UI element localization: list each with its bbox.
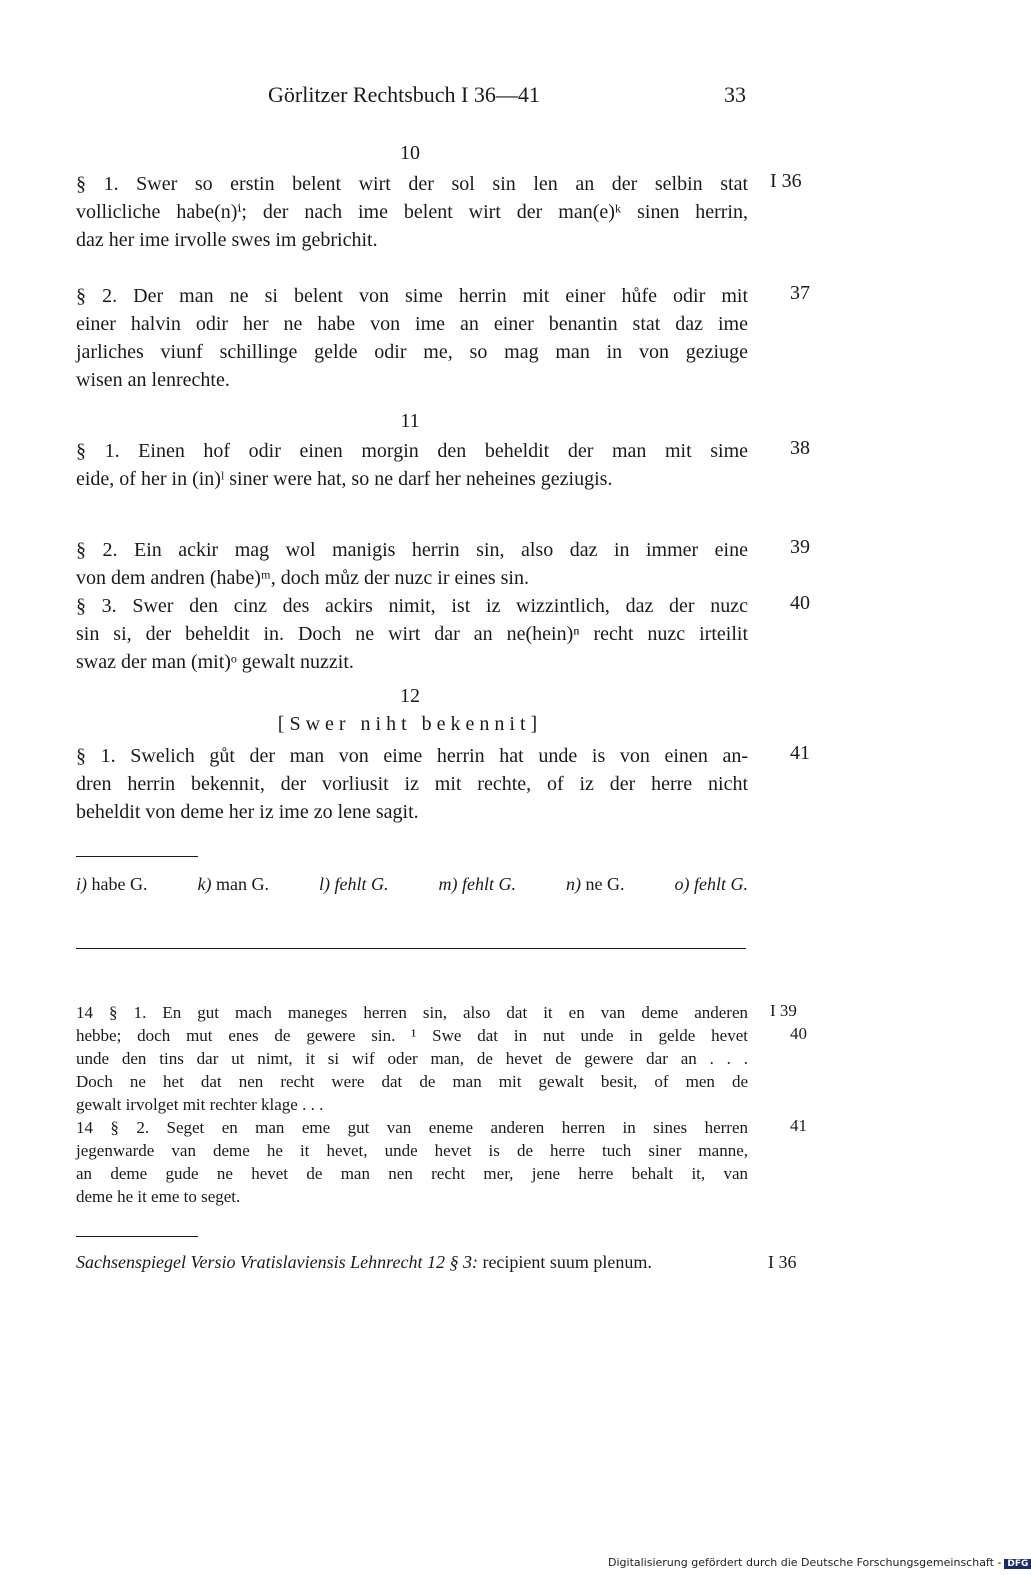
paragraph-10-2	[76, 282, 748, 394]
text-line: § 2. Der man ne si belent von sime herrin mit einer hůfe odir mit	[76, 285, 748, 307]
quote-source: Sachsenspiegel Versio Vratislaviensis Lehnrecht 12 § 3:	[76, 1252, 478, 1272]
text-line: § 1. Swer so erstin belent wirt der sol sin len an der selbin stat	[76, 173, 748, 195]
margin-ref: I 36	[768, 1252, 797, 1272]
source-quote	[76, 1252, 748, 1273]
paragraph-11-2	[76, 536, 748, 592]
credit-text: Digitalisierung gefördert durch die Deutsche Forschungsgemeinschaft -	[608, 1556, 1002, 1569]
margin-ref: 41	[790, 742, 810, 764]
text-line: swaz der man (mit)ᵒ gewalt nuzzit.	[76, 651, 354, 673]
text-line: von dem andren (habe)ᵐ, doch můz der nuzc ir eines sin.	[76, 567, 529, 589]
text-line: vollicliche habe(n)ⁱ; der nach ime belent wirt der man(e)ᵏ sinen herrin,	[76, 201, 748, 223]
text-line: an deme gude ne hevet de man nen recht mer, jene herre behalt it, van	[76, 1164, 748, 1183]
paragraph-11-1	[76, 437, 748, 493]
text-line: Doch ne het dat nen recht were dat de man mit gewalt besit, of men de	[76, 1072, 748, 1091]
text-line: deme he it eme to seget.	[76, 1187, 241, 1206]
section-number-11: 11	[400, 410, 420, 432]
text-line: § 2. Ein ackir mag wol manigis herrin sin, also daz in immer eine	[76, 539, 748, 561]
text-line: beheldit von deme her iz ime zo lene sagit.	[76, 801, 419, 823]
text-line: § 3. Swer den cinz des ackirs nimit, ist iz wizzintlich, daz der nuzc	[76, 595, 748, 617]
paragraph-11-3	[76, 592, 748, 676]
margin-ref: 37	[790, 282, 810, 304]
section-number-12: 12	[400, 685, 420, 707]
dfg-logo: DFG	[1004, 1559, 1031, 1569]
margin-ref: 38	[790, 437, 810, 459]
text-line: sin si, der beheldit in. Doch ne wirt dar an ne(hein)ⁿ recht nuzc irteilit	[76, 623, 748, 645]
page-number: 33	[724, 82, 746, 107]
text-line: wisen an lenrechte.	[76, 369, 230, 391]
text-line: 14 § 1. En gut mach maneges herren sin, also dat it en van deme anderen	[76, 1003, 748, 1022]
paragraph-12-1	[76, 742, 748, 826]
section-title-12: [Swer niht bekennit]	[277, 713, 543, 735]
margin-ref: 39	[790, 536, 810, 558]
section-number-10: 10	[400, 142, 420, 164]
margin-ref: I 39	[770, 1001, 797, 1020]
footnote-rule	[76, 1236, 198, 1237]
text-line: einer halvin odir her ne habe von ime an einer benantin stat daz ime	[76, 313, 748, 335]
note-o: o) fehlt G.	[674, 874, 748, 894]
margin-ref: 41	[790, 1116, 807, 1135]
text-line: § 1. Einen hof odir einen morgin den beheldit der man mit sime	[76, 440, 748, 462]
margin-ref: 40	[790, 1024, 807, 1043]
digitization-credit	[608, 1556, 1031, 1569]
parallel-text-2	[76, 1116, 748, 1208]
text-line: jegenwarde van deme he it hevet, unde hevet is de herre tuch siner manne,	[76, 1141, 748, 1160]
note-m: m) fehlt G.	[438, 874, 516, 894]
text-line: hebbe; doch mut enes de gewere sin. ¹ Swe dat in nut unde in gelde hevet	[76, 1026, 748, 1045]
quote-text: recipient suum plenum.	[477, 1252, 652, 1272]
parallel-text-1	[76, 1001, 748, 1116]
text-line: unde den tins dar ut nimt, it si wif oder man, de hevet de gewere dar an . . .	[76, 1049, 748, 1068]
footnote-rule	[76, 856, 198, 857]
text-line: dren herrin bekennit, der vorliusit iz mit rechte, of iz der herre nicht	[76, 773, 748, 795]
text-line: jarliches viunf schillinge gelde odir me, so mag man in von geziuge	[76, 341, 748, 363]
apparatus-notes	[76, 874, 748, 895]
note-k: k) man G.	[197, 874, 269, 894]
section-divider	[76, 948, 746, 949]
paragraph-10-1	[76, 170, 748, 254]
running-head-title: Görlitzer Rechtsbuch I 36—41	[268, 82, 540, 107]
margin-ref: 40	[790, 592, 810, 614]
text-line: 14 § 2. Seget en man eme gut van eneme anderen herren in sines herren	[76, 1118, 748, 1137]
text-line: § 1. Swelich gůt der man von eime herrin hat unde is von einen an-	[76, 745, 748, 767]
note-l: l) fehlt G.	[318, 874, 389, 894]
note-n: n) ne G.	[565, 874, 625, 894]
text-line: eide, of her in (in)ˡ siner were hat, so ne darf her neheines geziugis.	[76, 468, 613, 490]
text-line: daz her ime irvolle swes im gebrichit.	[76, 229, 378, 251]
margin-ref: I 36	[770, 170, 802, 192]
text-line: gewalt irvolget mit rechter klage . . .	[76, 1095, 324, 1114]
note-i: i) habe G.	[76, 874, 148, 894]
